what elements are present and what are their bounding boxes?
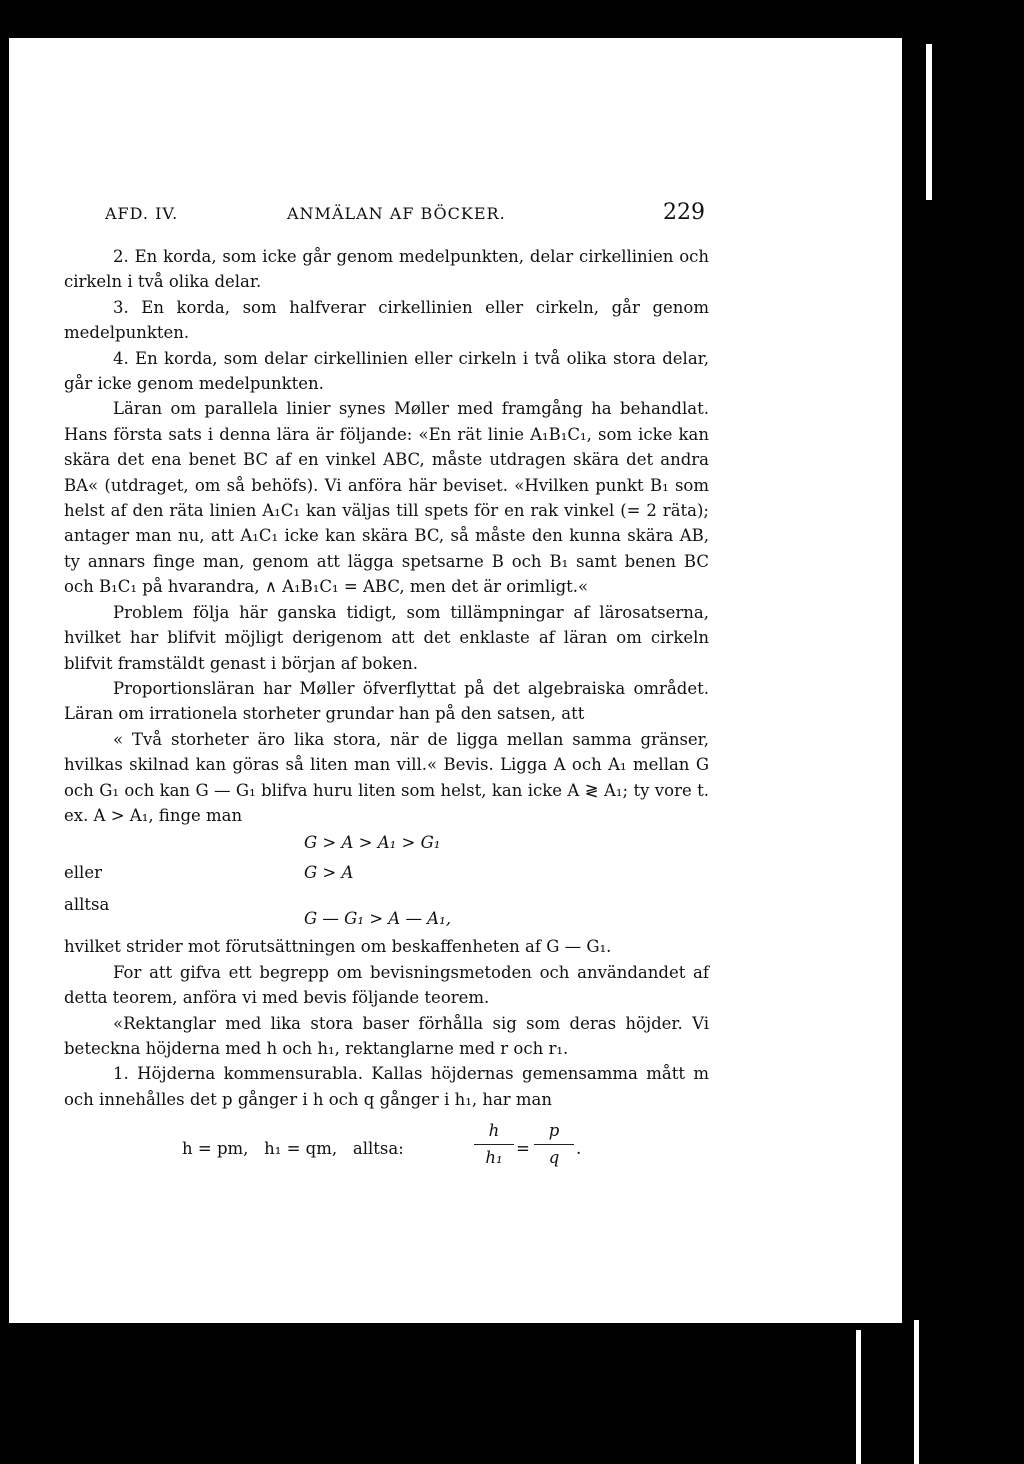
body-text — [64, 244, 709, 1167]
paragraph: 2. En korda, som icke går genom medelpunkten, delar cirkellinien och cirkeln i två olika delar. — [64, 247, 709, 292]
fraction-numerator: p — [534, 1118, 574, 1144]
paragraph: « Två storheter äro lika stora, när de ligga mellan samma gränser, hvilkas skilnad kan göras så liten man vill.« Bevis. Ligga A och A₁ mellan G och G₁ och kan G — G₁ blifva huru liten som helst, kan icke A ≷ A₁; ty vore t. ex. A > A₁, finge man — [64, 729, 709, 825]
fraction-denominator: h₁ — [485, 1147, 503, 1167]
period: . — [576, 1139, 582, 1159]
fraction — [534, 1118, 574, 1170]
header-left: AFD. IV. — [105, 204, 179, 223]
scan-edge-mark — [856, 1330, 861, 1464]
equation-row — [64, 858, 709, 888]
scan-edge-mark — [914, 1320, 919, 1464]
final-equation — [64, 1118, 709, 1167]
equation: h = pm, h₁ = qm, alltsa: — [182, 1139, 404, 1159]
fraction-denominator: q — [548, 1147, 560, 1167]
header-center: ANMÄLAN AF BÖCKER. — [287, 204, 506, 223]
equation: G > A — [304, 863, 354, 883]
paragraph: hvilket strider mot förutsättningen om beskaffenheten af G — G₁. — [64, 937, 612, 957]
scan-edge-mark — [926, 44, 932, 200]
paragraph: 1. Höjderna kommensurabla. Kallas höjdernas gemensamma mått m och innehålles det p gånger i h och q gånger i h₁, har man — [64, 1064, 709, 1109]
paragraph: For att gifva ett begrepp om bevisningsmetoden och användandet af detta teorem, anföra vi med bevis följande teorem. — [64, 962, 709, 1008]
equals-sign: = — [516, 1139, 530, 1159]
paragraph: 3. En korda, som halfverar cirkellinien eller cirkeln, går genom medelpunkten. — [64, 297, 709, 343]
page-number: 229 — [663, 200, 705, 225]
paragraph: «Rektanglar med lika stora baser förhålla sig som deras höjder. Vi beteckna höjderna med h och h₁, rektanglarne med r och r₁. — [64, 1013, 709, 1058]
equation-label: alltsa — [64, 895, 110, 915]
equation: G — G₁ > A — A₁, — [304, 909, 451, 929]
paragraph: Proportionsläran har Møller öfverflyttat på det algebraiska området. Läran om irrationela storheter grundar han på den satsen, att — [64, 678, 709, 724]
fraction — [474, 1118, 514, 1170]
document-page — [9, 38, 902, 1323]
equation: G > A > A₁ > G₁ — [304, 833, 441, 853]
equation-row — [64, 888, 709, 934]
paragraph: 4. En korda, som delar cirkellinien eller cirkeln i två olika stora delar, går icke genom medelpunkten. — [64, 348, 709, 394]
paragraph: Problem följa här ganska tidigt, som tillämpningar af lärosatserna, hvilket har blifvit möjligt derigenom att det enklaste af läran om cirkeln blifvit framstäldt genast i början af boken. — [64, 602, 709, 673]
running-header — [9, 200, 902, 230]
paragraph: Läran om parallela linier synes Møller med framgång ha behandlat. Hans första sats i denna lära är följande: «En rät linie A₁B₁C₁, som icke kan skära det ena benet BC af en vinkel ABC, måste utdragen skära det andra BA« (utdraget, om så behöfs). Vi anföra här beviset. «Hvilken punkt B₁ som helst af den räta linien A₁C₁ kan väljas till spets för en rak vinkel (= 2 räta); antager man nu, att A₁C₁ icke kan skära BC, så måste den kunna skära AB, ty annars finge man, genom att lägga spetsarne B och B₁ samt benen BC och B₁C₁ på hvarandra, ∧ A₁B₁C₁ = ABC, men det är orimligt.« — [64, 399, 709, 597]
equation-row — [64, 828, 709, 858]
scan-edge-mark — [872, 1140, 875, 1210]
fraction-numerator: h — [474, 1118, 514, 1144]
equation-label: eller — [64, 863, 102, 883]
